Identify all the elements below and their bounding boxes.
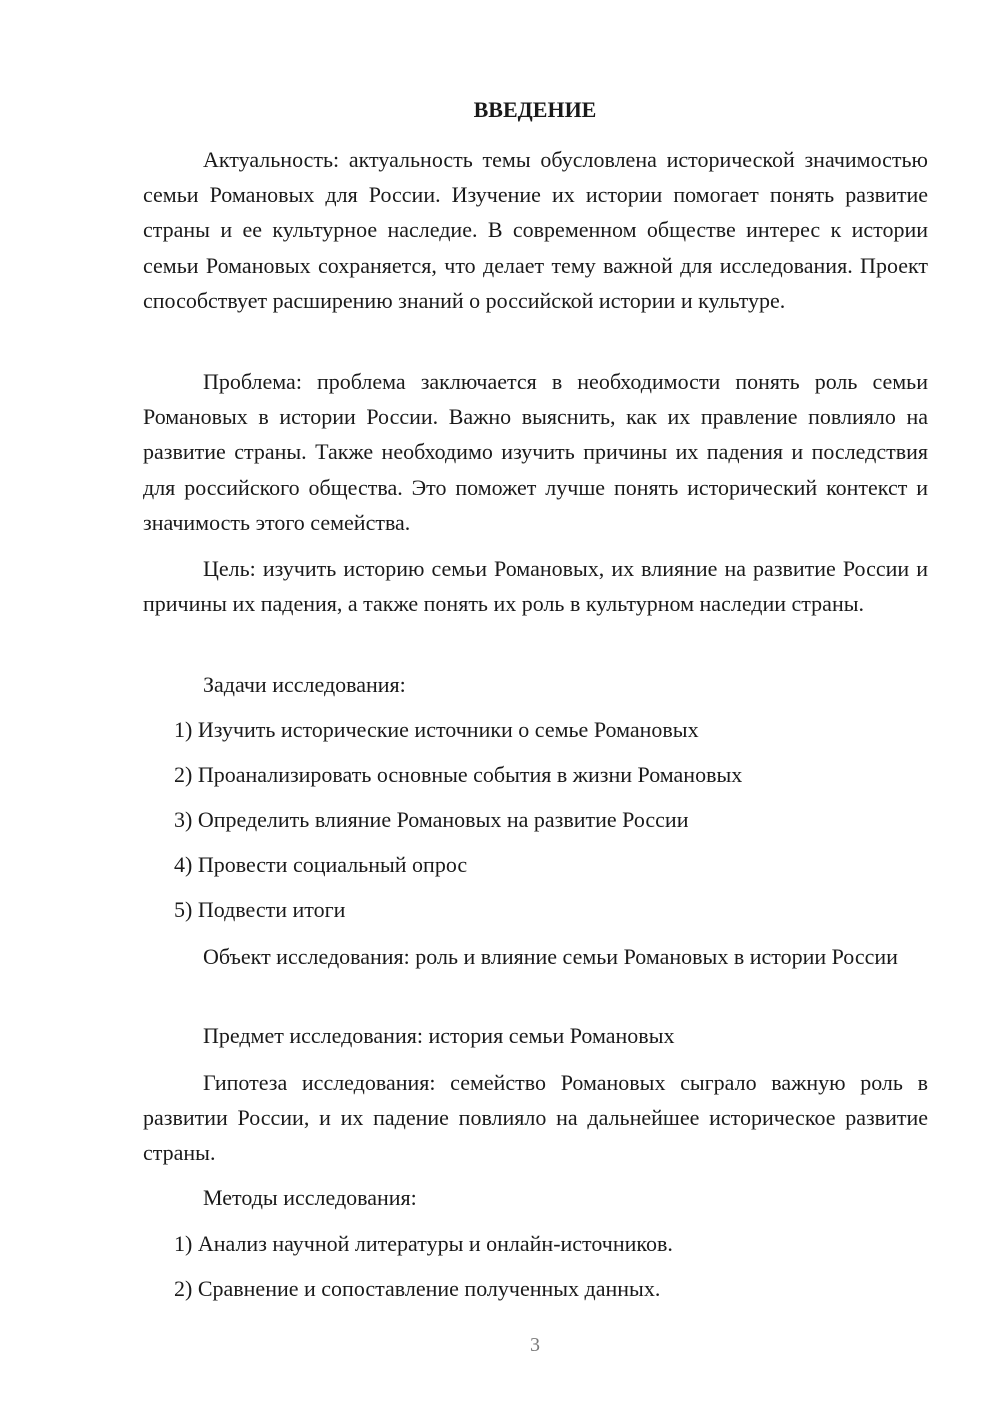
subject-paragraph: Предмет исследования: история семьи Романовых — [203, 1023, 675, 1048]
task-item: 3) Определить влияние Романовых на развитие России — [174, 807, 689, 832]
goal-paragraph: Цель: изучить историю семьи Романовых, их влияние на развитие России и причины их падения, а также понять их роль в культурном наследии страны. — [143, 556, 928, 617]
relevance-paragraph: Актуальность: актуальность темы обусловлена исторической значимостью семьи Романовых для России. Изучение их истории помогает понять развитие страны и ее культурное наследие. В современном обществе интерес к истории семьи Романовых сохраняется, что делает тему важной для исследования. Проект способствует расширению знаний о российской истории и культуре. — [143, 147, 928, 313]
object-paragraph: Объект исследования: роль и влияние семьи Романовых в истории России — [203, 944, 898, 969]
method-item: 2) Сравнение и сопоставление полученных данных. — [174, 1276, 661, 1301]
task-item: 1) Изучить исторические источники о семье Романовых — [174, 717, 699, 742]
methods-heading: Методы исследования: — [203, 1185, 417, 1210]
task-item: 2) Проанализировать основные события в жизни Романовых — [174, 762, 743, 787]
method-item: 1) Анализ научной литературы и онлайн-источников. — [174, 1231, 673, 1256]
page-number: 3 — [530, 1334, 540, 1356]
task-item: 4) Провести социальный опрос — [174, 852, 468, 877]
tasks-heading: Задачи исследования: — [203, 672, 406, 697]
problem-paragraph: Проблема: проблема заключается в необходимости понять роль семьи Романовых в истории России. Важно выяснить, как их правление повлияло на развитие страны. Также необходимо изучить причины их падения и последствия для российского общества. Это поможет лучше понять исторический контекст и значимость этого семейства. — [143, 369, 928, 535]
hypothesis-paragraph: Гипотеза исследования: семейство Романовых сыграло важную роль в развитии России, и их падение повлияло на дальнейшее историческое развитие страны. — [143, 1070, 928, 1166]
page-title: ВВЕДЕНИЕ — [473, 97, 597, 122]
task-item: 5) Подвести итоги — [174, 897, 346, 922]
